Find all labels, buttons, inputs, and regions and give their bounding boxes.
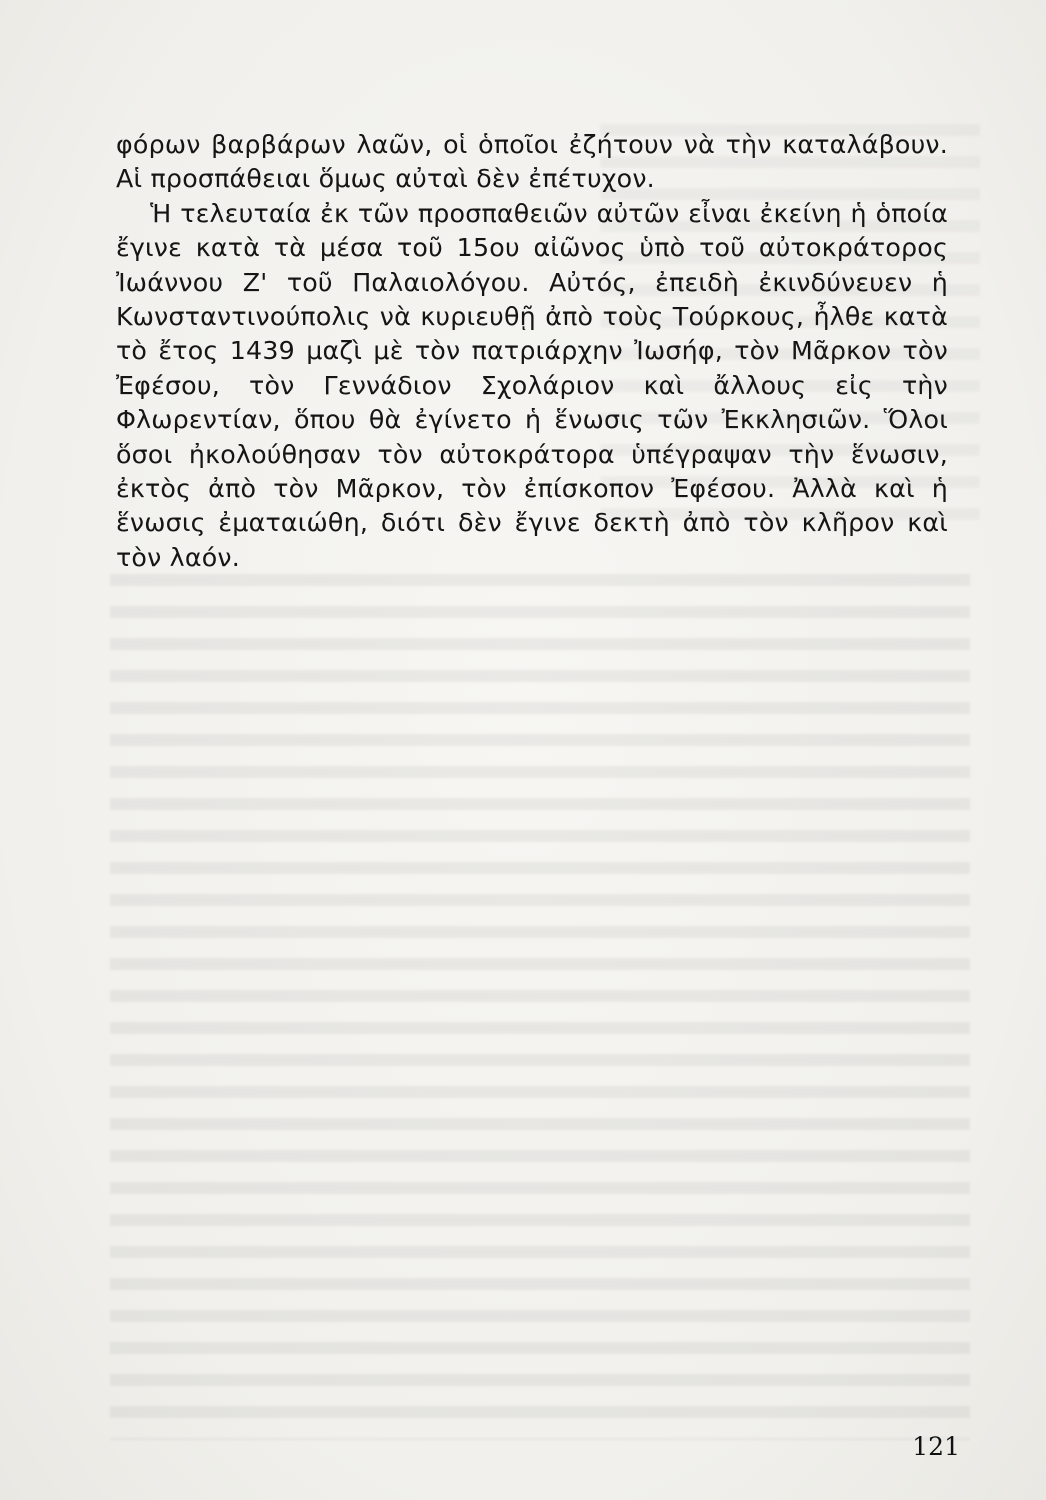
paragraph-1: φόρων βαρβάρων λαῶν, οἱ ὁποῖοι ἐζήτουν νὰ τὴν καταλάβουν. Αἱ προσπάθειαι ὅμως αὐταὶ δὲν ἐπέτυχον. [116,130,948,194]
bleed-through-text [110,560,970,1440]
body-text [116,128,948,575]
page-number: 121 [912,1432,960,1461]
paragraph-2: Ἡ τελευταία ἐκ τῶν προσπαθειῶν αὐτῶν εἶναι ἐκείνη ἡ ὁποία ἔγινε κατὰ τὰ μέσα τοῦ 15ου αἰῶνος ὑπὸ τοῦ αὐτοκράτορος Ἰωάννου Ζ' τοῦ Παλαιολόγου. Αὐτός, ἐπειδὴ ἐκινδύνευεν ἡ Κωνσταντινούπολις νὰ κυριευθῇ ἀπὸ τοὺς Τούρκους, ἦλθε κατὰ τὸ ἔτος 1439 μαζὶ μὲ τὸν πατριάρχην Ἰωσήφ, τὸν Μᾶρκον τὸν Ἐφέσου, τὸν Γεννάδιον Σχολάριον καὶ ἄλλους εἰς τὴν Φλωρεντίαν, ὅπου θὰ ἐγίνετο ἡ ἕνωσις τῶν Ἐκκλησιῶν. Ὅλοι ὅσοι ἠκολούθησαν τὸν αὐτοκράτορα ὑπέγραψαν τὴν ἕνωσιν, ἐκτὸς ἀπὸ τὸν Μᾶρκον, τὸν ἐπίσκοπον Ἐφέσου. Ἀλλὰ καὶ ἡ ἕνωσις ἐματαιώθη, διότι δὲν ἔγινε δεκτὴ ἀπὸ τὸν κλῆρον καὶ τὸν λαόν. [116,198,948,572]
